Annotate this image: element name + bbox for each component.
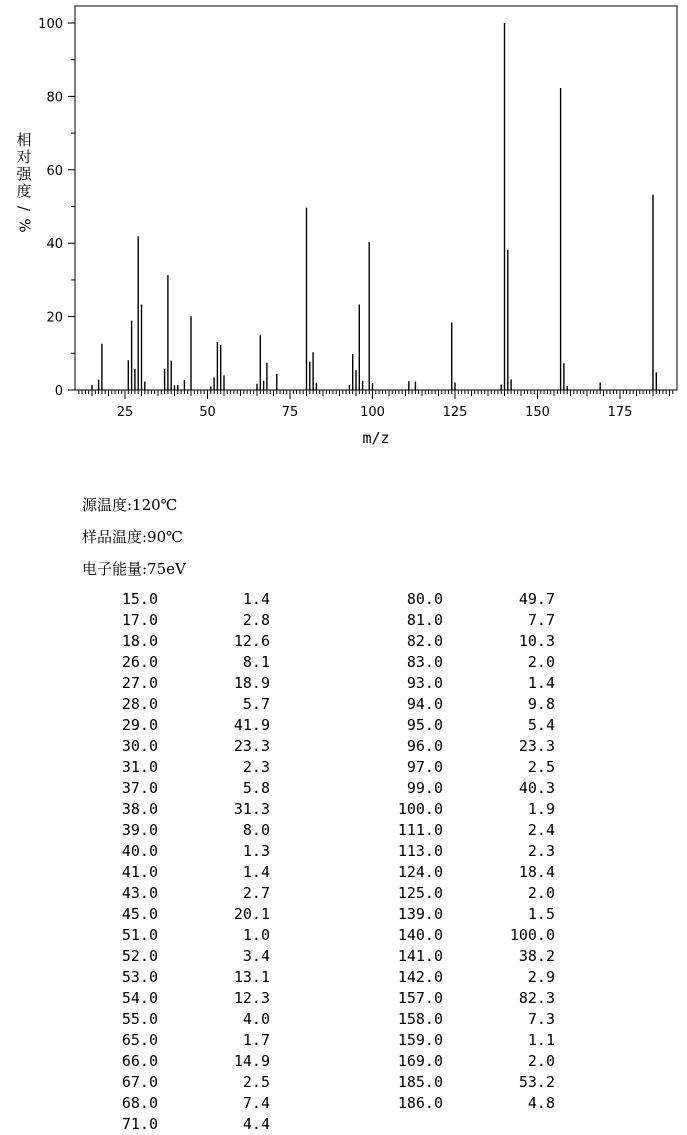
peak-intensity: 23.3	[518, 737, 555, 755]
peak-table-row	[100, 1093, 270, 1114]
peak-intensity: 2.9	[527, 968, 555, 986]
peak-table-row	[100, 841, 270, 862]
peak-intensity: 2.3	[242, 758, 270, 776]
x-tick-label: 150	[525, 405, 550, 420]
peak-table-row	[385, 967, 555, 988]
peak-mz: 185.0	[397, 1073, 443, 1091]
peak-mz: 100.0	[397, 800, 443, 818]
peak-intensity: 2.4	[527, 821, 555, 839]
peak-mz: 53.0	[121, 968, 158, 986]
peak-table-row	[100, 988, 270, 1009]
peak-mz: 66.0	[121, 1052, 158, 1070]
peak-intensity: 38.2	[518, 947, 555, 965]
peak-mz: 124.0	[397, 863, 443, 881]
acquisition-conditions	[82, 492, 186, 588]
peak-table-row	[385, 778, 555, 799]
peak-table-row	[100, 631, 270, 652]
peak-table-row	[100, 1114, 270, 1135]
y-tick-label: 0	[54, 384, 63, 399]
peak-mz: 169.0	[397, 1052, 443, 1070]
y-axis-label-char: 强	[16, 165, 32, 183]
peak-mz: 17.0	[121, 611, 158, 629]
y-tick-label: 20	[46, 310, 63, 326]
peak-intensity: 82.3	[518, 989, 555, 1007]
peak-mz: 186.0	[397, 1094, 443, 1112]
peak-intensity: 40.3	[518, 779, 555, 797]
peak-intensity: 18.9	[233, 674, 270, 692]
peak-table-row	[385, 757, 555, 778]
peak-mz: 71.0	[121, 1115, 158, 1133]
peak-table-row	[385, 1009, 555, 1030]
peak-table-row	[385, 673, 555, 694]
peak-intensity: 100.0	[509, 926, 555, 944]
peak-mz: 83.0	[406, 653, 443, 671]
peak-intensity: 1.4	[242, 863, 270, 881]
peak-intensity: 1.4	[527, 674, 555, 692]
peak-intensity: 3.4	[242, 947, 270, 965]
x-tick-label: 75	[281, 405, 299, 420]
peak-mz: 96.0	[406, 737, 443, 755]
peak-intensity: 1.0	[242, 926, 270, 944]
peak-intensity: 4.8	[527, 1094, 555, 1112]
peak-intensity: 8.0	[242, 821, 270, 839]
peak-mz: 40.0	[121, 842, 158, 860]
peak-table-row	[385, 652, 555, 673]
sample-temperature: 样品温度:90℃	[82, 528, 183, 546]
peak-mz: 140.0	[397, 926, 443, 944]
x-tick-label: 125	[442, 405, 468, 420]
x-axis-ticks	[79, 390, 673, 420]
peak-table-row	[385, 946, 555, 967]
x-tick-label: 100	[360, 405, 385, 420]
peak-intensity: 1.1	[527, 1031, 555, 1049]
peak-intensity: 20.1	[233, 905, 270, 923]
peak-mz: 125.0	[397, 884, 443, 902]
peak-mz: 68.0	[121, 1094, 158, 1112]
peak-mz: 52.0	[121, 947, 158, 965]
peak-table-row	[100, 883, 270, 904]
peak-mz: 99.0	[406, 779, 443, 797]
peak-intensity: 13.1	[233, 968, 270, 986]
mass-spectrum-chart	[0, 0, 687, 460]
peak-table-row	[385, 1051, 555, 1072]
peak-table-row	[100, 1009, 270, 1030]
peak-table-row	[385, 589, 555, 610]
peak-table-row	[100, 736, 270, 757]
peak-intensity: 23.3	[233, 737, 270, 755]
peak-intensity: 8.1	[242, 653, 270, 671]
peak-table-row	[100, 862, 270, 883]
x-tick-label: 50	[199, 405, 216, 420]
peak-mz: 27.0	[121, 674, 158, 692]
peak-mz: 159.0	[397, 1031, 443, 1049]
peak-mz: 39.0	[121, 821, 158, 839]
peak-table-row	[100, 610, 270, 631]
peak-table-row	[100, 1072, 270, 1093]
peak-intensity: 2.0	[527, 884, 555, 902]
peak-table-row	[385, 862, 555, 883]
peak-table-row	[100, 757, 270, 778]
peak-intensity: 1.7	[242, 1031, 270, 1049]
peak-mz: 97.0	[406, 758, 443, 776]
peak-mz: 31.0	[121, 758, 158, 776]
peak-mz: 29.0	[121, 716, 158, 734]
y-axis-label-char: 相	[16, 131, 32, 149]
peak-mz: 65.0	[121, 1031, 158, 1049]
x-axis-label: m/z	[362, 429, 390, 447]
peak-intensity: 1.3	[242, 842, 270, 860]
peak-table-row	[385, 715, 555, 736]
peak-intensity: 2.5	[527, 758, 555, 776]
plot-frame	[75, 6, 677, 390]
y-axis-label-char: 度	[16, 182, 32, 200]
peak-intensity: 1.9	[527, 800, 555, 818]
peak-table-row	[385, 631, 555, 652]
peak-table-row	[100, 925, 270, 946]
peak-mz: 95.0	[406, 716, 443, 734]
peak-intensity: 31.3	[233, 800, 270, 818]
peak-mz: 82.0	[406, 632, 443, 650]
y-tick-label: 40	[46, 237, 63, 253]
peak-mz: 18.0	[121, 632, 158, 650]
peak-intensity: 14.9	[233, 1052, 270, 1070]
peak-table-row	[100, 946, 270, 967]
peak-mz: 30.0	[121, 737, 158, 755]
peak-intensity: 4.4	[242, 1115, 270, 1133]
peak-table-row	[385, 694, 555, 715]
peak-intensity: 1.5	[527, 905, 555, 923]
peak-intensity: 9.8	[527, 695, 555, 713]
peak-mz: 45.0	[121, 905, 158, 923]
peak-intensity: 2.8	[242, 611, 270, 629]
peak-intensity: 41.9	[233, 716, 270, 734]
peak-intensity: 1.4	[242, 590, 270, 608]
peak-table-row	[100, 1051, 270, 1072]
peak-table-row	[100, 694, 270, 715]
peak-mz: 43.0	[121, 884, 158, 902]
peak-table-row	[385, 1093, 555, 1114]
peak-intensity: 7.7	[527, 611, 555, 629]
peak-table-row	[385, 925, 555, 946]
peak-intensity: 2.7	[242, 884, 270, 902]
peak-mz: 157.0	[397, 989, 443, 1007]
peak-mz: 93.0	[406, 674, 443, 692]
peak-intensity: 53.2	[518, 1073, 555, 1091]
peak-table-row	[385, 1072, 555, 1093]
peak-mz: 158.0	[397, 1010, 443, 1028]
peak-table-row	[385, 883, 555, 904]
peak-intensity: 7.3	[527, 1010, 555, 1028]
peak-table-row	[385, 988, 555, 1009]
peak-mz: 141.0	[397, 947, 443, 965]
peak-intensity: 7.4	[242, 1094, 270, 1112]
peak-mz: 54.0	[121, 989, 158, 1007]
peak-mz: 139.0	[397, 905, 443, 923]
peak-mz: 67.0	[121, 1073, 158, 1091]
peak-intensity: 12.6	[233, 632, 270, 650]
peak-intensity: 5.8	[242, 779, 270, 797]
peak-mz: 37.0	[121, 779, 158, 797]
y-axis-label-char: 对	[16, 148, 32, 166]
peak-intensity: 2.5	[242, 1073, 270, 1091]
y-axis-label-char: /	[15, 205, 34, 212]
peak-mz: 142.0	[397, 968, 443, 986]
peak-mz: 113.0	[397, 842, 443, 860]
peak-table-row	[100, 652, 270, 673]
peak-table-row	[385, 736, 555, 757]
y-tick-label: 80	[46, 90, 63, 106]
peak-intensity: 4.0	[242, 1010, 270, 1028]
peak-intensity: 5.4	[527, 716, 555, 734]
spectrum-bars	[92, 23, 656, 390]
peak-table-row	[100, 715, 270, 736]
peak-table-row	[100, 967, 270, 988]
peak-mz: 94.0	[406, 695, 443, 713]
peak-mz: 111.0	[397, 821, 443, 839]
source-temperature: 源温度:120℃	[82, 496, 178, 514]
peak-table-row	[100, 904, 270, 925]
y-axis-label	[14, 132, 34, 234]
peak-table-row	[385, 841, 555, 862]
peak-table-row	[100, 799, 270, 820]
peak-mz: 81.0	[406, 611, 443, 629]
peak-intensity: 2.0	[527, 1052, 555, 1070]
y-tick-label: 100	[38, 17, 63, 32]
peak-intensity: 12.3	[233, 989, 270, 1007]
peak-mz: 41.0	[121, 863, 158, 881]
peak-mz: 55.0	[121, 1010, 158, 1028]
x-tick-label: 175	[607, 405, 633, 420]
y-axis-label-char: %	[15, 218, 34, 233]
peak-table-row	[100, 778, 270, 799]
peak-table-row	[385, 799, 555, 820]
peak-mz: 26.0	[121, 653, 158, 671]
peak-table-row	[385, 820, 555, 841]
peak-table-row	[100, 1030, 270, 1051]
peak-intensity: 5.7	[242, 695, 270, 713]
peak-table-row	[100, 673, 270, 694]
peak-mz: 38.0	[121, 800, 158, 818]
peak-table-row	[385, 1030, 555, 1051]
peak-table-row	[100, 589, 270, 610]
peak-intensity: 2.3	[527, 842, 555, 860]
peak-table-row	[385, 904, 555, 925]
x-tick-label: 25	[116, 405, 134, 420]
y-tick-label: 60	[46, 163, 63, 179]
peak-mz: 15.0	[121, 590, 158, 608]
peak-mz: 80.0	[406, 590, 443, 608]
peak-table-row	[100, 820, 270, 841]
peak-intensity: 49.7	[518, 590, 555, 608]
peak-mz: 51.0	[121, 926, 158, 944]
peak-intensity: 18.4	[518, 863, 555, 881]
peak-intensity: 2.0	[527, 653, 555, 671]
electron-energy: 电子能量:75eV	[82, 560, 186, 578]
y-axis-ticks	[38, 17, 75, 399]
peak-intensity: 10.3	[518, 632, 555, 650]
peak-mz: 28.0	[121, 695, 158, 713]
peak-table-row	[385, 610, 555, 631]
